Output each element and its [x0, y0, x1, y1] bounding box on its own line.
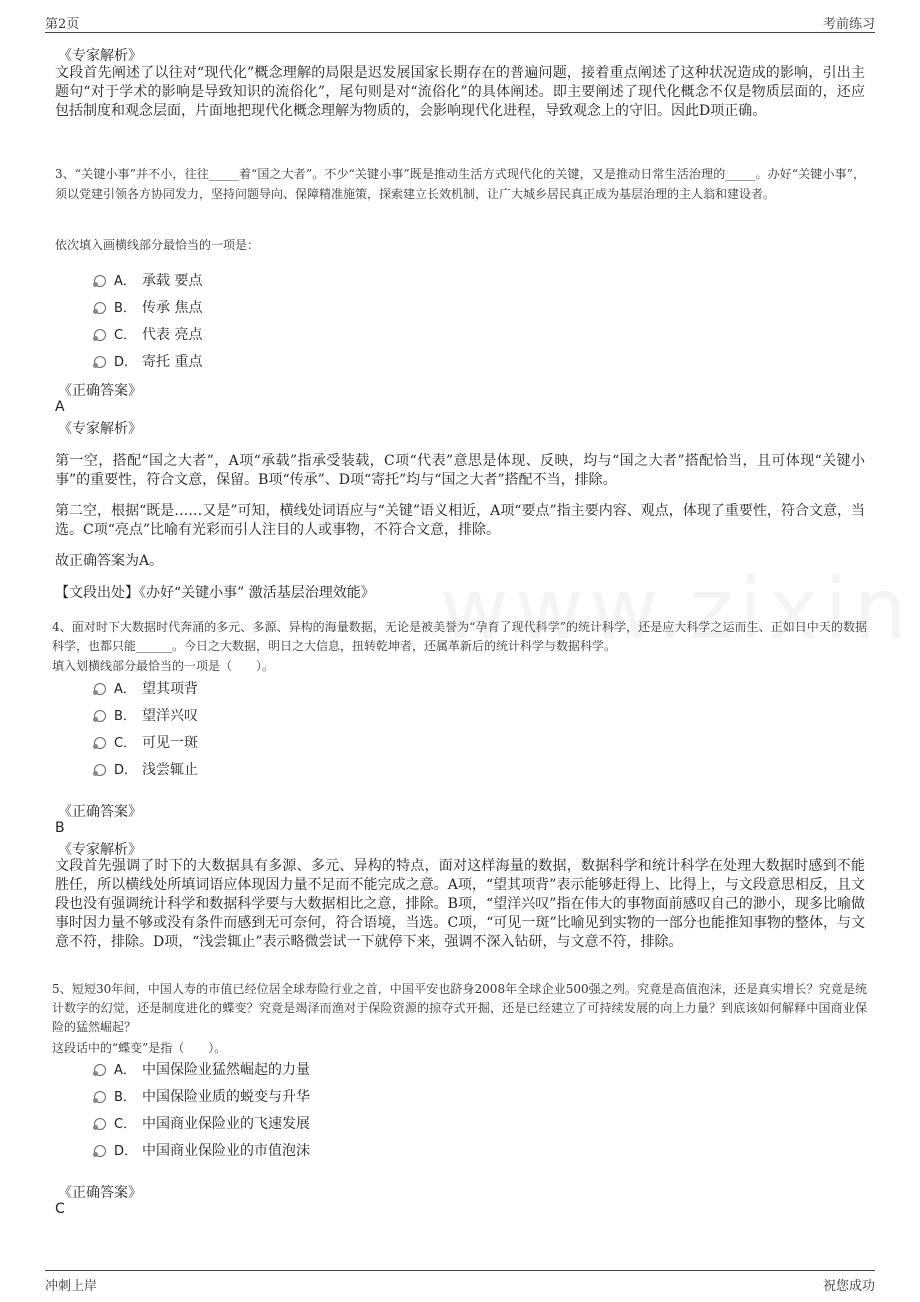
answer-label: 《正确答案》	[58, 383, 142, 399]
page-footer	[45, 1270, 875, 1297]
question-3-stem: 3、“关键小事”并不小，往往_____着“国之大者”。不少“关键小事”既是推动生活方式现代化的关键，又是推动日常生活治理的_____。办好“关键小事”，须以党建引领各方协同发力，坚持问题导向、保障精准施策，探索建立长效机制，让广大城乡居民真正成为基层治理的主人翁和建设者。	[55, 167, 865, 201]
answer-value: B	[55, 820, 65, 836]
radio-icon[interactable]	[94, 1145, 106, 1157]
radio-icon[interactable]	[94, 710, 106, 722]
page-header	[45, 10, 875, 33]
question-4-stem: 4、面对时下大数据时代奔涌的多元、多源、异构的海量数据，无论是被美誉为“孕育了现代科学”的统计科学，还是应大科学之运而生、正如日中天的数据科学，也都只能______。今日之大数据，明日之大信息，扭转乾坤者，还属革新后的统计科学与数据科学。	[52, 620, 867, 653]
question-4-prompt: 填入划横线部分最恰当的一项是（ ）。	[52, 659, 275, 673]
analysis-text: 文段首先强调了时下的大数据具有多源、多元、异构的特点，面对这样海量的数据，数据科学和统计科学在处理大数据时感到不能胜任，所以横线处所填词语应体现因力量不足而不能完成之意。A项，“望其项背”表示能够赶得上、比得上，与文段意思相反，且文段也没有强调统计科学和数据科学要与大数据相比之意，排除。B项，“望洋兴叹”指在伟大的事物面前感叹自己的渺小，现多比喻做事时因力量不够或没有条件而感到无可奈何，符合语境，当选。C项，“可见一斑”比喻见到实物的一部分也能推知事物的整体，与文意不符，排除。D项，“浅尝辄止”表示略微尝试一下就停下来，强调不深入钻研，与文意不符，排除。	[55, 858, 865, 950]
footer-left-text: 冲刺上岸	[45, 1279, 98, 1294]
question-3-prompt: 依次填入画横线部分最恰当的一项是：	[55, 238, 260, 252]
radio-icon[interactable]	[94, 1091, 106, 1103]
analysis-label: 《专家解析》	[58, 842, 142, 858]
analysis-text: 文段首先阐述了以往对“现代化”概念理解的局限是迟发展国家长期存在的普遍问题，接着重点阐述了这种状况造成的影响，引出主题句“对于学术的影响是导致知识的流俗化”，尾句则是对“流俗化”的具体阐述。即主要阐述了现代化概念不仅是物质层面的，还应包括制度和观念层面，片面地把现代化概念理解为物质的，会影响现代化进程，导致观念上的守旧。因此D项正确。	[55, 65, 865, 119]
analysis-paragraph-2: 第二空，根据“既是……又是”可知，横线处词语应与“关键”语义相近，A项“要点”指主要内容、观点，体现了重要性，符合文意，当选。C项“亮点”比喻有光彩而引人注目的人或事物，不符合文意，排除。	[55, 503, 865, 538]
source-line: 【文段出处】《办好“关键小事” 激活基层治理效能》	[55, 585, 375, 601]
answer-value: A	[55, 399, 65, 415]
radio-icon[interactable]	[94, 329, 106, 341]
radio-icon[interactable]	[94, 683, 106, 695]
answer-label: 《正确答案》	[58, 804, 142, 820]
answer-label: 《正确答案》	[58, 1185, 142, 1201]
footer-right-text: 祝您成功	[822, 1279, 875, 1294]
page-number: 第2页	[45, 17, 80, 32]
radio-icon[interactable]	[94, 356, 106, 368]
analysis-paragraph-1: 第一空，搭配“国之大者”，A项“承载”指承受装载，C项“代表”意思是体现、反映，均与“国之大者”搭配恰当，且可体现“关键小事”的重要性，符合文意，保留。B项“传承”、D项“寄托”均与“国之大者”搭配不当，排除。	[55, 453, 865, 488]
radio-icon[interactable]	[94, 302, 106, 314]
radio-icon[interactable]	[94, 737, 106, 749]
analysis-paragraph-3: 故正确答案为A。	[55, 553, 164, 569]
radio-icon[interactable]	[94, 1064, 106, 1076]
radio-icon[interactable]	[94, 1118, 106, 1130]
analysis-label: 《专家解析》	[58, 48, 142, 64]
question-5-stem: 5、短短30年间，中国人寿的市值已经位居全球寿险行业之首，中国平安也跻身2008年全球企业500强之列。究竟是高值泡沫，还是真实增长？究竟是统计数字的幻觉，还是制度进化的蝶变？究竟是竭泽而渔对于保险资源的掠夺式开掘，还是已经建立了可持续发展的向上力量？到底该如何解释中国商业保险的猛然崛起？	[52, 982, 867, 1034]
radio-icon[interactable]	[94, 764, 106, 776]
question-5-prompt: 这段话中的“蝶变”是指（ ）。	[52, 1041, 227, 1055]
analysis-label: 《专家解析》	[58, 421, 142, 437]
header-title: 考前练习	[822, 17, 875, 32]
answer-value: C	[55, 1201, 65, 1217]
radio-icon[interactable]	[94, 275, 106, 287]
